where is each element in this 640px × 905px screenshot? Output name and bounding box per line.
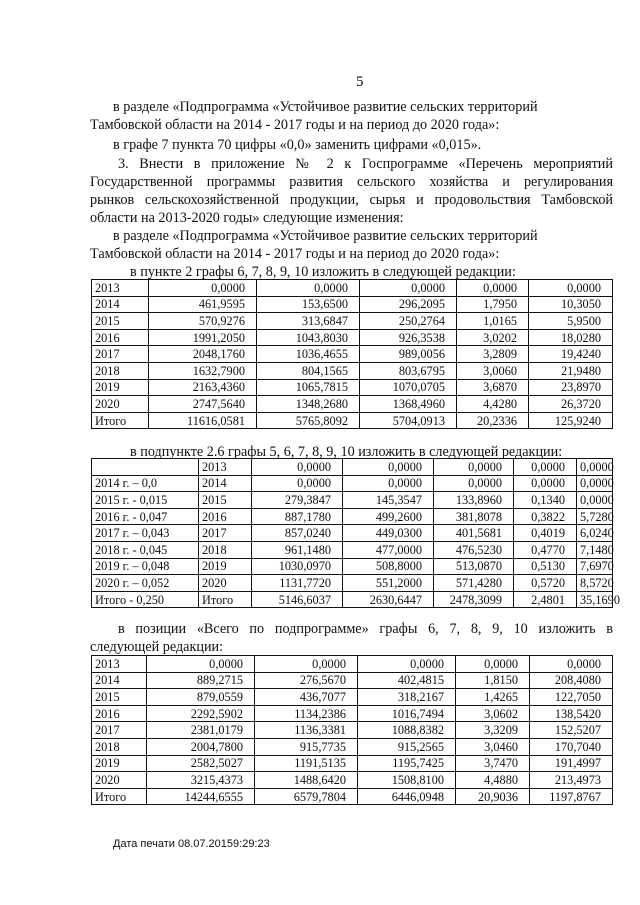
table-cell: 2017 — [199, 525, 252, 542]
table-cell: 2014 — [92, 672, 147, 689]
paragraph: в разделе «Подпрограмма «Устойчивое развитие сельских территорий — [113, 99, 538, 115]
table-cell: 3,0460 — [456, 738, 530, 755]
table-cell: 1016,7494 — [358, 705, 456, 722]
table-cell: 2015 — [199, 492, 252, 509]
table-cell: 449,0300 — [343, 525, 434, 542]
table-cell: 6579,7804 — [255, 788, 358, 805]
table-cell: 152,5207 — [530, 722, 613, 739]
table-cell: 1,7950 — [457, 296, 529, 313]
table-cell: 5,9500 — [529, 313, 613, 330]
table-cell: 402,4815 — [358, 672, 456, 689]
table-cell: 35,1690 — [577, 591, 613, 608]
paragraph: в пункте 2 графы 6, 7, 8, 9, 10 изложить в следующей редакции: — [130, 264, 516, 280]
table-cell: 2016 — [92, 705, 147, 722]
table-cell: 2016 г. - 0,047 — [92, 508, 199, 525]
table-cell: Итого — [92, 788, 147, 805]
table-cell: 10,3050 — [529, 296, 613, 313]
table-cell: 2014 — [199, 475, 252, 492]
table-cell: 889,2715 — [147, 672, 255, 689]
table-cell: 7,6970 — [577, 558, 613, 575]
table-cell: 1488,6420 — [255, 772, 358, 789]
table-cell: 0,0000 — [343, 475, 434, 492]
table-row — [92, 508, 613, 525]
table-cell: 2015 — [92, 689, 147, 706]
table-cell: 2020 г. – 0,052 — [92, 575, 199, 592]
table-cell: 2747,5640 — [149, 396, 257, 413]
table-cell: 145,3547 — [343, 492, 434, 509]
table-cell: 1065,7815 — [257, 379, 360, 396]
table-cell: 2013 — [92, 280, 149, 297]
table-cell: 551,2000 — [343, 575, 434, 592]
table-cell: 313,6847 — [257, 313, 360, 330]
table-cell: 23,8970 — [529, 379, 613, 396]
table-cell: 2018 — [92, 362, 149, 379]
table-cell: 1348,2680 — [257, 396, 360, 413]
table-cell: 2004,7800 — [147, 738, 255, 755]
table-cell: 1070,0705 — [360, 379, 457, 396]
table-cell: 508,8000 — [343, 558, 434, 575]
table-cell: 279,3847 — [252, 492, 343, 509]
table-cell: 276,5670 — [255, 672, 358, 689]
table-cell: 2017 г. – 0,043 — [92, 525, 199, 542]
table-cell: 11616,0581 — [149, 412, 257, 429]
table-row — [92, 412, 613, 429]
table-cell: 3,2809 — [457, 346, 529, 363]
table-row — [92, 722, 613, 739]
table-cell: 477,0000 — [343, 541, 434, 558]
table-cell: 296,2095 — [360, 296, 457, 313]
table-cell: 153,6500 — [257, 296, 360, 313]
table-row — [92, 329, 613, 346]
table-cell: 2048,1760 — [149, 346, 257, 363]
table-cell: 170,7040 — [530, 738, 613, 755]
table-cell: 191,4997 — [530, 755, 613, 772]
data-table-3 — [91, 655, 613, 805]
table-cell: 2,4801 — [514, 591, 577, 608]
table-cell: 0,0000 — [252, 475, 343, 492]
table-cell: 1991,2050 — [149, 329, 257, 346]
table-cell: 2019 — [92, 379, 149, 396]
table-cell: 0,1340 — [514, 492, 577, 509]
table-cell: 2014 г. – 0,0 — [92, 475, 199, 492]
table-cell: 2292,5902 — [147, 705, 255, 722]
table-cell: 19,4240 — [529, 346, 613, 363]
table-row — [92, 280, 613, 297]
table-cell: Итого — [199, 591, 252, 608]
table-row — [92, 772, 613, 789]
data-table-1 — [91, 279, 613, 429]
table-cell: 0,5720 — [514, 575, 577, 592]
table-cell: 3215,4373 — [147, 772, 255, 789]
table-cell: 1,8150 — [456, 672, 530, 689]
table-cell: 915,2565 — [358, 738, 456, 755]
table-cell: 961,1480 — [252, 541, 343, 558]
table-cell: 4,4880 — [456, 772, 530, 789]
table-cell: 926,3538 — [360, 329, 457, 346]
table-row — [92, 525, 613, 542]
table-cell: 26,3720 — [529, 396, 613, 413]
table-cell: 6446,0948 — [358, 788, 456, 805]
table-cell: 0,0000 — [457, 280, 529, 297]
table-cell: 0,0000 — [343, 459, 434, 476]
table-cell: 513,0870 — [434, 558, 514, 575]
table-cell: 2016 — [199, 508, 252, 525]
table-cell: 122,7050 — [530, 689, 613, 706]
table-cell: 0,0000 — [255, 656, 358, 673]
table-cell: 2582,5027 — [147, 755, 255, 772]
table-cell: 0,0000 — [529, 280, 613, 297]
table-cell: 2019 — [199, 558, 252, 575]
table-cell: 125,9240 — [529, 412, 613, 429]
table-cell: 0,0000 — [577, 475, 613, 492]
table-cell: 1134,2386 — [255, 705, 358, 722]
table-cell: 20,9036 — [456, 788, 530, 805]
table-row — [92, 475, 613, 492]
table-cell: 0,0000 — [358, 656, 456, 673]
table-row — [92, 296, 613, 313]
table-cell: 2630,6447 — [343, 591, 434, 608]
table-cell: 3,0202 — [457, 329, 529, 346]
table-cell: 18,0280 — [529, 329, 613, 346]
table-cell: 3,6870 — [457, 379, 529, 396]
table-cell: 1036,4655 — [257, 346, 360, 363]
table-cell: 2013 — [199, 459, 252, 476]
print-date-footer: Дата печати 08.07.20159:29:23 — [113, 838, 270, 850]
table-row — [92, 656, 613, 673]
table-cell: Итого — [92, 412, 149, 429]
paragraph: в графе 7 пункта 70 цифры «0,0» заменить цифрами «0,015». — [113, 137, 482, 153]
table-cell: 2478,3099 — [434, 591, 514, 608]
table-cell: 857,0240 — [252, 525, 343, 542]
table-cell: 989,0056 — [360, 346, 457, 363]
table-cell: 915,7735 — [255, 738, 358, 755]
table-cell: 1030,0970 — [252, 558, 343, 575]
paragraph: следующей редакции: — [90, 639, 224, 655]
table-cell: 0,0000 — [149, 280, 257, 297]
paragraph: в позиции «Всего по подпрограмме» графы 6, 7, 8, 9, 10 изложить в — [118, 621, 613, 637]
table-cell: 8,5720 — [577, 575, 613, 592]
table-cell: 0,0000 — [147, 656, 255, 673]
table-cell: 5,7280 — [577, 508, 613, 525]
table-row — [92, 705, 613, 722]
table-cell: 476,5230 — [434, 541, 514, 558]
table-cell: 0,0000 — [577, 492, 613, 509]
table-cell: 436,7077 — [255, 689, 358, 706]
paragraph: Тамбовской области на 2014 - 2017 годы и на период до 2020 года»: — [90, 246, 500, 262]
table-row — [92, 362, 613, 379]
table-cell: 887,1780 — [252, 508, 343, 525]
table-cell: 804,1565 — [257, 362, 360, 379]
table-cell: 1368,4960 — [360, 396, 457, 413]
table-row — [92, 346, 613, 363]
table-cell: 3,0060 — [457, 362, 529, 379]
table-cell: 0,4770 — [514, 541, 577, 558]
table-cell: 5146,6037 — [252, 591, 343, 608]
table-cell: 2020 — [92, 396, 149, 413]
table-row — [92, 396, 613, 413]
table-cell: 138,5420 — [530, 705, 613, 722]
table-cell: 7,1480 — [577, 541, 613, 558]
table-cell: 5765,8092 — [257, 412, 360, 429]
table-cell: 1508,8100 — [358, 772, 456, 789]
table-row — [92, 379, 613, 396]
table-cell: 6,0240 — [577, 525, 613, 542]
table-cell: 2013 — [92, 656, 147, 673]
table-cell: 3,3209 — [456, 722, 530, 739]
table-row — [92, 672, 613, 689]
table-cell: 0,0000 — [456, 656, 530, 673]
table-cell: 2020 — [92, 772, 147, 789]
table-cell: 2381,0179 — [147, 722, 255, 739]
table-cell: 0,3822 — [514, 508, 577, 525]
table-cell: 21,9480 — [529, 362, 613, 379]
table-cell: 2016 — [92, 329, 149, 346]
table-cell: 2018 г. - 0,045 — [92, 541, 199, 558]
table-cell: 0,0000 — [530, 656, 613, 673]
table-cell: 5704,0913 — [360, 412, 457, 429]
table-cell: 461,9595 — [149, 296, 257, 313]
table-cell: 401,5681 — [434, 525, 514, 542]
table-cell: 2018 — [199, 541, 252, 558]
table-cell: 2020 — [199, 575, 252, 592]
table-cell: 1195,7425 — [358, 755, 456, 772]
table-cell: 0,0000 — [577, 459, 613, 476]
table-row — [92, 492, 613, 509]
table-cell: 3,0602 — [456, 705, 530, 722]
table-cell: 20,2336 — [457, 412, 529, 429]
paragraph: рынков сельскохозяйственной продукции, сырья и продовольствия Тамбовской — [90, 192, 613, 208]
data-table-2 — [91, 458, 620, 608]
table-cell: 570,9276 — [149, 313, 257, 330]
table-cell: 2018 — [92, 738, 147, 755]
table-cell: 0,0000 — [257, 280, 360, 297]
table-cell: 879,0559 — [147, 689, 255, 706]
paragraph: в подпункте 2.6 графы 5, 6, 7, 8, 9, 10 изложить в следующей редакции: — [130, 444, 563, 460]
table-cell: 0,0000 — [434, 459, 514, 476]
table-cell: 2017 — [92, 346, 149, 363]
table-cell: 381,8078 — [434, 508, 514, 525]
paragraph: Государственной программы развития сельского хозяйства и регулирования — [90, 174, 613, 190]
table-cell: 213,4973 — [530, 772, 613, 789]
table-cell: Итого - 0,250 — [92, 591, 199, 608]
table-cell: 0,5130 — [514, 558, 577, 575]
table-cell: 3,7470 — [456, 755, 530, 772]
table-cell: 803,6795 — [360, 362, 457, 379]
table-cell: 14244,6555 — [147, 788, 255, 805]
table-cell: 1088,8382 — [358, 722, 456, 739]
table-cell: 499,2600 — [343, 508, 434, 525]
paragraph: 3. Внести в приложение № 2 к Госпрограмме «Перечень мероприятий — [118, 156, 613, 172]
paragraph: в разделе «Подпрограмма «Устойчивое развитие сельских территорий — [113, 228, 538, 244]
table-cell: 0,0000 — [252, 459, 343, 476]
page-number: 5 — [356, 74, 364, 90]
table-cell: 2015 — [92, 313, 149, 330]
table-row — [92, 575, 613, 592]
table-row — [92, 788, 613, 805]
table-row — [92, 541, 613, 558]
table-cell: 0,0000 — [360, 280, 457, 297]
table-cell: 0,0000 — [434, 475, 514, 492]
table-row — [92, 738, 613, 755]
table-row — [92, 313, 613, 330]
table-cell: 2019 — [92, 755, 147, 772]
table-cell: 571,4280 — [434, 575, 514, 592]
table-cell: 2019 г. – 0,048 — [92, 558, 199, 575]
table-cell: 0,0000 — [514, 475, 577, 492]
table-cell: 0,0000 — [514, 459, 577, 476]
table-cell: 1,4265 — [456, 689, 530, 706]
table-cell: 1043,8030 — [257, 329, 360, 346]
table-cell: 1,0165 — [457, 313, 529, 330]
table-cell: 2015 г. - 0,015 — [92, 492, 199, 509]
table-cell: 208,4080 — [530, 672, 613, 689]
table-cell: 250,2764 — [360, 313, 457, 330]
table-row — [92, 558, 613, 575]
table-cell: 1632,7900 — [149, 362, 257, 379]
table-row — [92, 459, 613, 476]
table-cell: 2163,4360 — [149, 379, 257, 396]
table-row — [92, 689, 613, 706]
table-cell: 2017 — [92, 722, 147, 739]
table-row — [92, 591, 613, 608]
table-cell — [92, 459, 199, 476]
paragraph: Тамбовской области на 2014 - 2017 годы и на период до 2020 года»: — [90, 117, 500, 133]
table-cell: 1131,7720 — [252, 575, 343, 592]
table-cell: 0,4019 — [514, 525, 577, 542]
table-cell: 318,2167 — [358, 689, 456, 706]
table-cell: 1136,3381 — [255, 722, 358, 739]
paragraph: области на 2013-2020 годы» следующие изменения: — [90, 210, 404, 226]
table-cell: 1191,5135 — [255, 755, 358, 772]
table-cell: 1197,8767 — [530, 788, 613, 805]
table-cell: 4,4280 — [457, 396, 529, 413]
table-cell: 2014 — [92, 296, 149, 313]
table-row — [92, 755, 613, 772]
table-cell: 133,8960 — [434, 492, 514, 509]
